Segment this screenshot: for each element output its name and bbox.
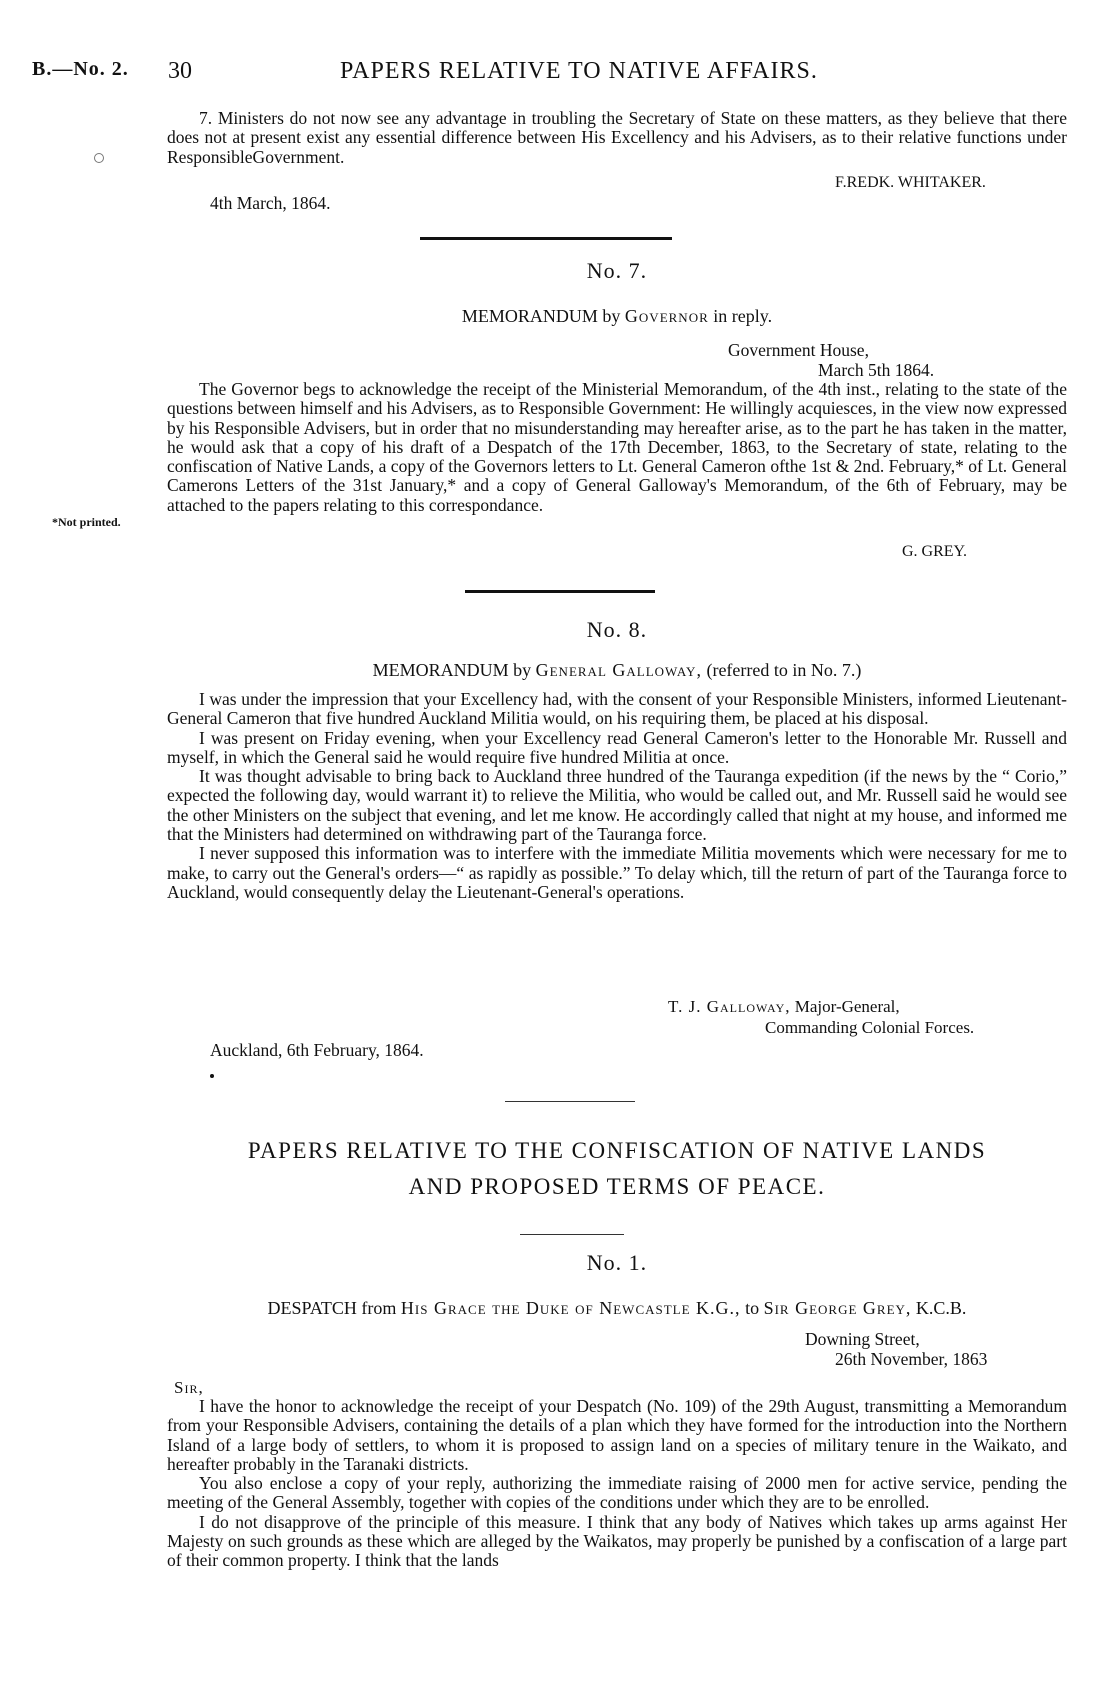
- section-rule: [420, 237, 672, 240]
- section-title: PAPERS RELATIVE TO THE CONFISCATION OF NATIVE LANDS AND PROPOSED TERMS OF PEACE.: [247, 1138, 987, 1199]
- signature-whitaker: F.REDK. WHITAKER.: [835, 174, 986, 191]
- section-rule: [520, 1234, 624, 1235]
- section-rule: [505, 1101, 635, 1102]
- paragraph-text: I have the honor to acknowledge the receipt of your Despatch (No. 109) of the 29th August, transmitting a Memorandum from your Responsible Advisers, containing the details of a plan which they have formed for the introduction into the Northern Island of a large body of settlers, to whom it is proposed to assign land on a species of military tenure in the Waikato, and hereafter probably in the Taranaki districts.: [167, 1396, 1067, 1474]
- date-line: March 5th 1864.: [818, 360, 935, 380]
- place-line: Downing Street,: [805, 1329, 920, 1349]
- paragraph-text: I was present on Friday evening, when your Excellency read General Cameron's letter to the Honorable Mr. Russell and myself, in which the General said he would require five hundred Militia at once.: [167, 727, 1067, 767]
- document-number-7: No. 7.: [586, 258, 648, 283]
- signature-title: Commanding Colonial Forces.: [765, 1018, 975, 1037]
- paragraph-ministers: [167, 109, 1067, 167]
- signature-galloway: T. J. Galloway, Major-General,: [668, 997, 900, 1016]
- memo-heading-8: MEMORANDUM by General Galloway, (referred to in No. 7.): [372, 660, 862, 680]
- paragraph-text: You also enclose a copy of your reply, authorizing the immediate raising of 2000 men for active service, pending the meeting of the General Assembly, together with copies of the conditions under which they are to be enrolled.: [167, 1473, 1067, 1513]
- paragraph-text: I was under the impression that your Excellency had, with the consent of your Responsible Ministers, informed Lieutenant-General Cameron that five hundred Auckland Militia would, on his requiring them, be placed at his disposal.: [167, 689, 1067, 729]
- paragraph-text: I never supposed this information was to interfere with the immediate Militia movements which were necessary for me to make, to carry out the General's orders—“ as rapidly as possible.” To delay which, till the return of part of the Tauranga force to Auckland, would consequently delay the Lieutenant-General's operations.: [167, 843, 1067, 902]
- margin-note: *Not printed.: [52, 515, 121, 529]
- memo-heading-7: MEMORANDUM by Governor in reply.: [461, 306, 773, 326]
- print-dot: [210, 1074, 214, 1078]
- paragraph-governor-reply: [167, 380, 1067, 515]
- paragraph-text: The Governor begs to acknowledge the receipt of the Ministerial Memorandum, of the 4th inst., relating to the state of the questions between himself and his Advisers, as to Responsible Government: He willingly acquiesces, in the view now expressed by his Responsible Advisers, but in order that no misunderstanding may hereafter arise, as to the part he has taken in the matter, he would ask that a copy of his draft of a Despatch of the 17th December, 1863, to the Secretary of state, relating to the confiscation of Native Lands, a copy of the Governors letters to Lt. General Cameron ofthe 1st & 2nd. February,* of Lt. General Camerons Letters of the 31st January,* and a copy of General Galloway's Memorandum, of the 6th of February, may be attached to the papers relating to this correspondance.: [167, 379, 1067, 515]
- document-number-8: No. 8.: [586, 617, 648, 642]
- place-line: Government House,: [728, 340, 869, 360]
- signature-grey: G. GREY.: [902, 543, 968, 560]
- paragraph-text: I do not disapprove of the principle of this measure. I think that any body of Natives which takes up arms against Her Majesty on such grounds as these which are alleged by the Waikatos, may properly be punished by a confiscation of a large part of their common property. I think that the lands: [167, 1511, 1067, 1571]
- paragraph-text: It was thought advisable to bring back to Auckland three hundred of the Tauranga expedition (if the news by the “ Corio,” expected the following day, would warrant it) to relieve the Militia, who would be called out, and Mr. Russell said he would see the other Ministers on the subject that evening, and let me know. He accordingly called that night at my house, and informed me that the Ministers had determined on withdrawing part of the Tauranga force.: [167, 766, 1067, 845]
- running-title: PAPERS RELATIVE TO NATIVE AFFAIRS.: [340, 58, 818, 84]
- despatch-body: [167, 1397, 1067, 1571]
- despatch-heading: DESPATCH from His Grace the Duke of Newcastle K.G., to Sir George Grey, K.C.B.: [267, 1298, 967, 1318]
- page-number: 30: [168, 58, 192, 84]
- margin-hole-mark: [94, 153, 104, 163]
- date-line: Auckland, 6th February, 1864.: [210, 1040, 424, 1060]
- salutation: Sir,: [174, 1378, 204, 1397]
- date-line: 26th November, 1863: [835, 1349, 988, 1369]
- paragraph-text: 7. Ministers do not now see any advantage in troubling the Secretary of State on these matters, as they believe that there does not at present exist any essential difference between His Excellency and his Advisers, as to their relative functions under ResponsibleGovernment.: [167, 108, 1067, 167]
- document-code: B.—No. 2.: [32, 58, 129, 80]
- memo-body-8: [167, 690, 1067, 902]
- document-number-1: No. 1.: [586, 1250, 648, 1275]
- date-line: 4th March, 1864.: [210, 193, 331, 213]
- section-rule: [465, 590, 655, 593]
